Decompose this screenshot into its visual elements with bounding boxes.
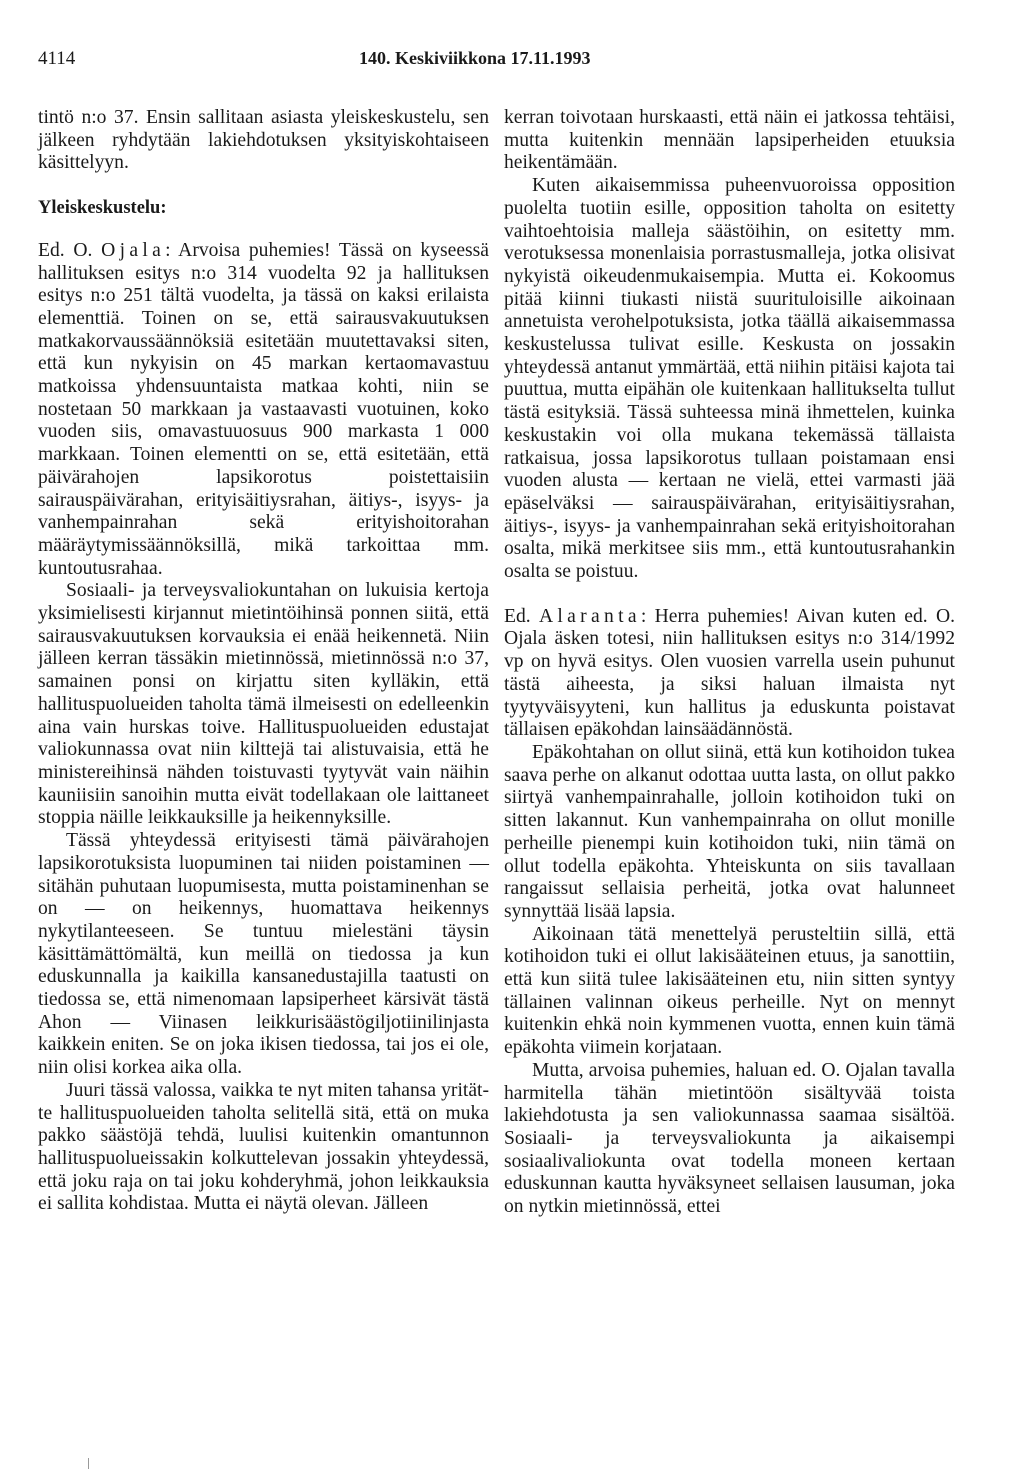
scan-mark bbox=[88, 1458, 89, 1469]
page-header bbox=[38, 48, 978, 74]
left-column bbox=[38, 107, 489, 1216]
paragraph: Mutta, arvoisa puhemies, haluan ed. O. Ojalan tavalla harmitella tähän mietintöön sisältyvää toista lakiehdotusta ja sen valiokunnassa saamaa sisältöä. Sosiaali- ja terveysvaliokunta ja aikaisempi sosiaalivaliokunta ovat todella moneen kertaan eduskunnan kautta hyväksyneet sellaisen lausuman, joka on nytkin mietinnössä, ettei bbox=[504, 1059, 955, 1218]
paragraph: Sosiaali- ja terveysvaliokuntahan on lukuisia kertoja yksimielisesti kirjannut mietintöihinsä ponnen siitä, että sairausvakuutuksen korvauksia ei enää heikennetä. Niin jälleen kerran tässäkin mietinnössä, mietinnössä n:o 37, samainen ponsi on kirjattu siten kylläkin, että hallituspuolueiden taholta tämä ilmeisesti on edelleenkin aina vain hurskas toive. Hallituspuolueiden edustajat valiokunnassa ovat niin kilttejä tai alistuvaisia, että he ministereihinsä nähden toistuvasti tyytyvät vain näihin kauniisiin sanoihin mutta eivät todellakaan ole laittaneet stoppia näille leikkauksille ja heikennyksille. bbox=[38, 580, 489, 829]
right-column bbox=[504, 107, 955, 1219]
speaker-prefix: Ed. bbox=[504, 605, 531, 627]
paragraph: kerran toivotaan hurskaasti, että näin ei jatkossa tehtäisi, mutta kuitenkin mennään lapsiperheiden etuuksia heikentämään. bbox=[504, 107, 955, 174]
issue-date: 140. Keskiviikkona 17.11.1993 bbox=[359, 48, 591, 68]
speech-paragraph bbox=[504, 606, 955, 742]
speaker-name: Alaranta bbox=[538, 605, 641, 627]
page-number: 4114 bbox=[38, 48, 76, 69]
speaker-name: Ojala bbox=[101, 239, 166, 261]
speech-text: : Herra puhemies! Aivan kuten ed. O. Ojala äsken totesi, niin hallituksen esitys n:o 314/1992 vp on hyvä esitys. Olen vuosien varrella usein puhunut tästä aiheesta, ja siksi haluan ilmaista nyt tyytyväisyyteni, kun hallitus ja eduskunta poistavat tällaisen epäkohdan lainsäädännöstä. bbox=[504, 605, 955, 741]
paragraph: tintö n:o 37. Ensin sallitaan asiasta yleiskeskustelu, sen jälkeen ryhdytään lakiehdotuksen yksityiskohtaiseen käsittelyyn. bbox=[38, 107, 489, 174]
paragraph: Tässä yhteydessä erityisesti tämä päivärahojen lapsikorotuksista luopuminen tai niiden poistaminen — sitähän puhutaan luopumisesta, mutta poistaminenhan se on — on heikennys, huomattava heikennys nykytilanteeseen. Se tuntuu mielestäni täysin käsittämättömältä, kun meillä on tiedossa ja kun eduskunnalla ja kaikilla kansanedustajilla taatusti on tiedossa se, että nimenomaan lapsiperheet kärsivät tästä Ahon — Viinasen leikkurisäästögiljotiinilinjasta kaikkein eniten. Se on joka ikisen tiedossa, tai jos ei ole, niin olisi korkea aika olla. bbox=[38, 830, 489, 1079]
paragraph: Juuri tässä valossa, vaikka te nyt miten tahansa yritätte hallituspuolueiden taholta selitellä sitä, että on muka pakko säästöjä tehdä, luulisi kuitenkin omantunnon hallituspuolueissakin kolkuttelevan jossakin yhteydessä, että joku raja on tai joku kohderyhmä, johon leikkauksia ei sallita kohdistaa. Mutta ei näytä olevan. Jälleen bbox=[38, 1079, 489, 1215]
section-heading: Yleiskeskustelu: bbox=[38, 198, 167, 219]
speech-paragraph bbox=[38, 240, 489, 581]
paragraph: Epäkohtahan on ollut siinä, että kun kotihoidon tukea saava perhe on alkanut odottaa uutta lasta, on ollut pakko siirtyä vanhempainrahalle, jolloin kotihoidon tuki on sitten lakannut. Kun vanhempainraha on ollut monille perheille pienempi kuin kotihoidon tuki, niin tämä on ollut todella epäkohta. Yhteiskunta on siis tavallaan rangaissut sellaisia perheitä, jotka ovat halunneet synnyttää lisää lapsia. bbox=[504, 741, 955, 922]
paragraph: Aikoinaan tätä menettelyä perusteltiin sillä, että kotihoidon tuki ei ollut lakisääteinen etuus, ja sanottiin, että kun siitä tulee lakisääteinen etu, niin sitten syntyy tällainen valinnan oikeus perheille. Nyt on mennyt kuitenkin ehkä noin kymmenen vuotta, ennen kuin tämä epäkohta viimein korjataan. bbox=[504, 923, 955, 1059]
speech-text: : Arvoisa puhemies! Tässä on kyseessä hallituksen esitys n:o 314 vuodelta 92 ja hallituksen esitys n:o 251 tältä vuodelta, ja tässä on kaksi erilaista elementtiä. Toinen on se, että sairausvakuutuksen matkakorvaussäännöksiä esitetään muutettavaksi siten, että kun nykyisin on 45 markan kertaomavastuu matkoissa yhdensuuntaista matkaa kohti, niin se nostetaan 50 markkaan ja vastaavasti vuotuinen, koko vuoden siis, omavastuuosuus 900 markasta 1 000 markkaan. Toinen elementti on se, että esitetään, että päivärahojen lapsikorotus poistettaisiin sairauspäivärahan, erityisäitiysrahan, äitiys-, isyys- ja vanhempainrahan sekä erityishoitorahan määräytymissäännöksillä, mikä tarkoittaa mm. kuntoutusrahaa. bbox=[38, 239, 489, 579]
speaker-prefix: Ed. O. bbox=[38, 239, 93, 261]
paragraph: Kuten aikaisemmissa puheenvuoroissa opposition puolelta tuotiin esille, opposition taholta on esitetty vaihtoehtoisia malleja säästöihin, on esitetty mm. verotuksessa monenlaisia porrastusmalleja, jotka olisivat nykyistä oikeudenmukaisempia. Mutta ei. Kokoomus pitää kiinni tiukasti niistä suurituloisille aikoinaan annetuista verohelpotuksista, jotka täällä aikaisemmassa keskustelussa tulivat esille. Keskusta on jossakin yhteydessä antanut ymmärtää, että niihin pitäisi kajota tai puuttua, mutta eipähän ole kuitenkaan hallitukselta tullut tästä esityksiä. Tässä suhteessa minä ihmettelen, kuinka keskustakin voi olla mukana tekemässä tällaista ratkaisua, jossa lapsikorotus tullaan poistamaan ensi vuoden alusta — kertaan ne vielä, ettei varmasti jää epäselväksi — sairauspäivärahan, erityisäitiysrahan, äitiys-, isyys- ja vanhempainrahan sekä erityishoitorahan osalta, mikä merkitsee siis mm., että kuntoutusrahankin osalta se poistuu. bbox=[504, 175, 955, 583]
